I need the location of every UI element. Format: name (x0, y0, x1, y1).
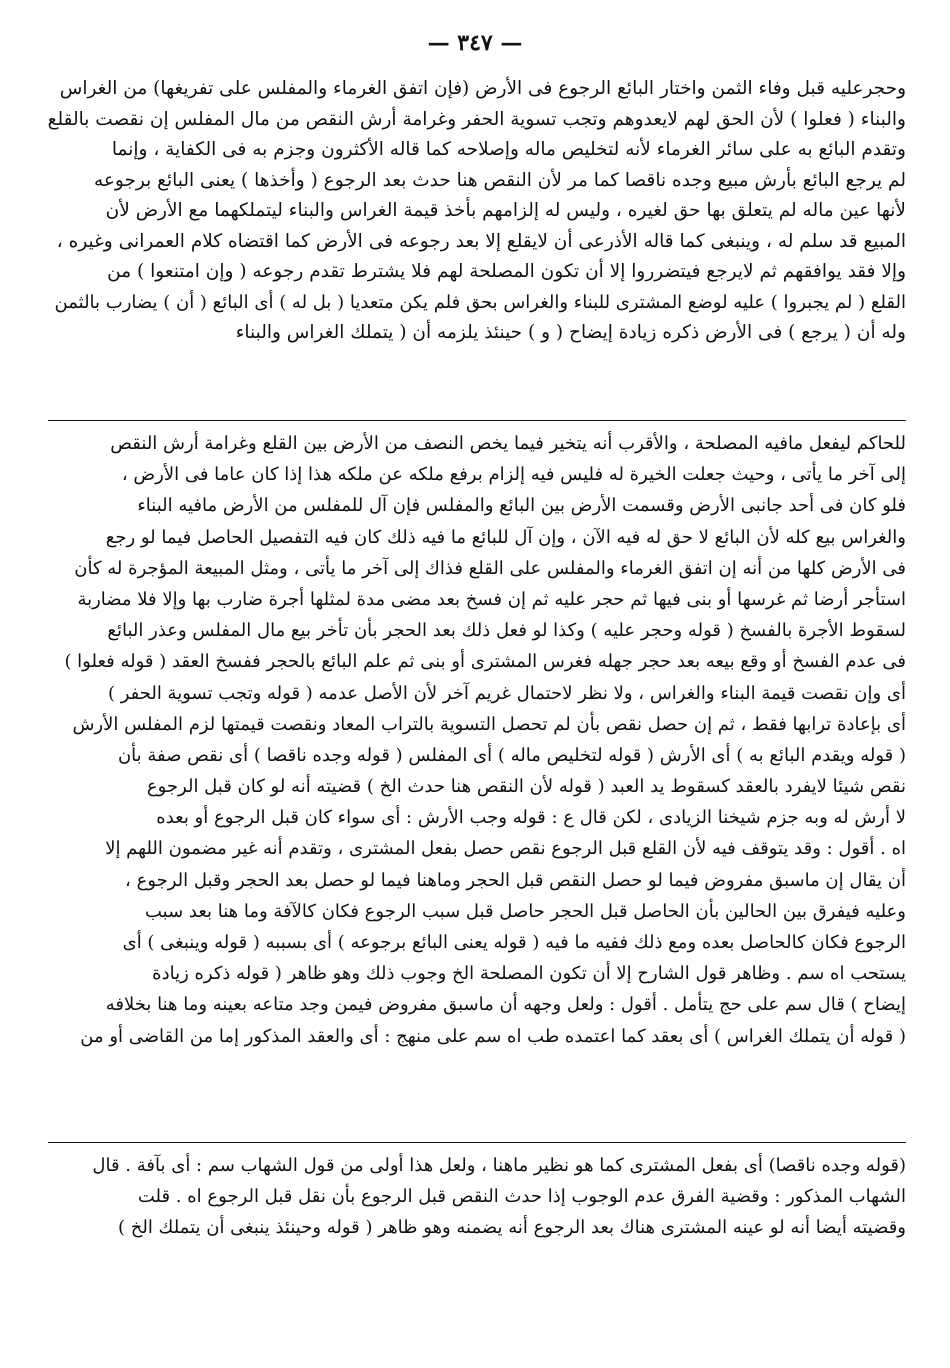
section-divider (48, 1142, 906, 1143)
main-line: وإلا فقد يوافقهم ثم لايرجع فيتضرروا إلا أن تكون المصلحة لهم فلا يشترط تقدم رجوعه ( وإن امتنعوا ) من (107, 261, 906, 282)
section-divider (48, 420, 906, 421)
main-line: لأنها عين ماله لم يتعلق بها حق لغيره ، وليس له إلزامهم بأخذ قيمة الغراس والبناء ليتملكهما مع الأرض لأن (105, 200, 906, 221)
commentary-line: إيضاح ) قال سم على حج يتأمل . أقول : ولعل وجهه أن ماسبق مفروض فيمن وجد متاعه بعينه وما هنا بخلافه (105, 994, 906, 1016)
main-line: وحجرعليه قبل وفاء الثمن واختار البائع الرجوع فى الأرض (فإن اتفق الغرماء والمفلس على تفريغها) من الغراس (59, 78, 906, 99)
commentary-line: يستحب اه سم . وظاهر قول الشارح إلا أن تكون المصلحة الخ وجوب ذلك وهو ظاهر ( قوله ذكره زيادة (152, 963, 906, 985)
main-line: القلع ( لم يجبروا ) عليه لوضع المشترى للبناء والغراس بحق فلم يكن متعديا ( بل له ) أى البائع ( أن ) يضارب بالثمن (54, 291, 906, 313)
main-line: لم يرجع البائع بأرش مبيع وجده ناقصا كما مر لأن النقص هنا حدث بعد الرجوع ( وأخذها ) يعنى البائع برجوعه (93, 169, 906, 191)
commentary-line: والغراس بيع كله لأن البائع لا حق له فيه الآن ، وإن آل للبائع ما فيه ذلك كان فيه التفصيل الحاصل فيما لو رجع (105, 526, 906, 548)
commentary-line: لا أرش له وبه جزم شيخنا الزيادى ، لكن قال ع : قوله وجب الأرش : أى سواء كان قبل الرجوع أو بعده (156, 807, 906, 829)
commentary-line: أن يقال إن ماسبق مفروض فيما لو حصل النقص قبل الحجر وماهنا فيما لو حصل بعد الحجر وقبل الرجوع ، (125, 869, 906, 891)
commentary-line: اه . أقول : وقد يتوقف فيه لأن القلع قبل الرجوع نقص حصل بفعل المشترى ، وتقدم أنه غير مضمون اللهم إلا (105, 838, 906, 860)
commentary-line: ( قوله ويقدم البائع به ) أى الأرش ( قوله لتخليص ماله ) أى المفلس ( قوله وجده ناقصا ) أى نقص صفة بأن (117, 744, 906, 766)
footnote-line: وقضيته أيضا أنه لو عينه المشترى هناك بعد الرجوع أنه يضمنه وهو ظاهر ( قوله وحينئذ ينبغى أن يتملك الخ ) (117, 1217, 906, 1238)
commentary-line: فى الأرض كلها من أنه إن اتفق الغرماء والمفلس على القلع فذاك إلى آخر ما يأتى ، ومثل المبيعة المؤجرة له كأن (74, 557, 906, 579)
commentary-line: استأجر أرضا ثم غرسها أو بنى فيها ثم حجر عليه ثم إن فسخ بعد مضى مدة لمثلها أجرة ضارب بها وإلا فلا مضاربة (77, 588, 906, 610)
main-line: المبيع قد سلم له ، وينبغى كما قاله الأذرعى أن لايقلع إلا بعد رجوعه فى الأرض كما اقتضاه كلام العمرانى وغيره ، (56, 230, 906, 252)
commentary-line: أى وإن نقصت قيمة البناء والغراس ، ولا نظر لاحتمال غريم آخر لأن الأصل عدمه ( قوله وتجب تسوية الحفر ) (107, 682, 906, 704)
commentary-lower (48, 1150, 906, 1243)
page-number: — ٣٤٧ — (427, 30, 523, 56)
main-text (48, 74, 906, 349)
commentary-line: أى بإعادة ترابها فقط ، ثم إن حصل نقص بأن لم تحصل التسوية بالتراب المعاد ونقصت قيمتها لزم المفلس الأرش (72, 713, 906, 735)
main-line: والبناء ( فعلوا ) لأن الحق لهم لايعدوهم وتجب تسوية الحفر وغرامة أرش النقص من مال المفلس إن نقصت بالقلع (48, 108, 906, 130)
commentary-line: نقص شيئا لايفرد بالعقد كسقوط يد العبد ( قوله لأن النقص هنا حدث الخ ) قضيته أنه لو كان قبل الرجوع (146, 776, 906, 798)
main-line: وتقدم البائع به على سائر الغرماء لأنه لتخليص ماله وإصلاحه كما قاله الأكثرون وجزم به فى الكفاية ، وإنما (111, 139, 906, 160)
commentary-line: ( قوله أن يتملك الغراس ) أى بعقد كما اعتمده طب اه سم على منهج : أى والعقد المذكور إما من القاضى أو من (80, 1025, 906, 1047)
commentary-line: فى عدم الفسخ أو وقع بيعه بعد حجر جهله فغرس المشترى أو بنى ثم علم البائع بالحجر ففسخ العقد ( قوله فعلوا ) (64, 651, 906, 673)
commentary-line: لسقوط الأجرة بالفسخ ( قوله وحجر عليه ) وكذا لو فعل ذلك بعد الحجر بأن تأخر بيع مال المفلس وعذر البائع (107, 620, 906, 642)
main-line: وله أن ( يرجع ) فى الأرض ذكره زيادة إيضاح ( و ) حينئذ يلزمه أن ( يتملك الغراس والبناء (235, 322, 906, 343)
commentary-line: للحاكم ليفعل مافيه المصلحة ، والأقرب أنه يتخير فيما يخص النصف من الأرض بين القلع وغرامة أرش النقص (110, 433, 906, 454)
commentary-line: إلى آخر ما يأتى ، وحيث جعلت الخيرة له فليس فيه إلزام برفع ملكه عن ملكه هذا إذا كان عاما فى الأرض ، (121, 464, 906, 486)
commentary-line: وعليه فيفرق بين الحالين بأن الحاصل قبل الحجر حاصل قبل سبب الرجوع فكان كالآفة وما هنا بعد سبب (144, 900, 906, 922)
commentary-line: فلو كان فى أحد جانبى الأرض وقسمت الأرض بين البائع والمفلس فإن آل للمفلس من الأرض مافيه البناء (137, 495, 906, 517)
commentary-upper (48, 428, 906, 1052)
footnote-line: الشهاب المذكور : وقضية الفرق عدم الوجوب إذا حدث النقص قبل الرجوع بأن نقل قبل الرجوع اه . قلت (137, 1186, 906, 1207)
footnote-line: (قوله وجده ناقصا) أى بفعل المشترى كما هو نظير ماهنا ، ولعل هذا أولى من قول الشهاب سم : أى بآفة . قال (92, 1155, 906, 1176)
commentary-line: الرجوع فكان كالحاصل بعده ومع ذلك ففيه ما فيه ( قوله يعنى البائع برجوعه ) أى بسببه ( قوله وينبغى ) أى (122, 932, 906, 953)
